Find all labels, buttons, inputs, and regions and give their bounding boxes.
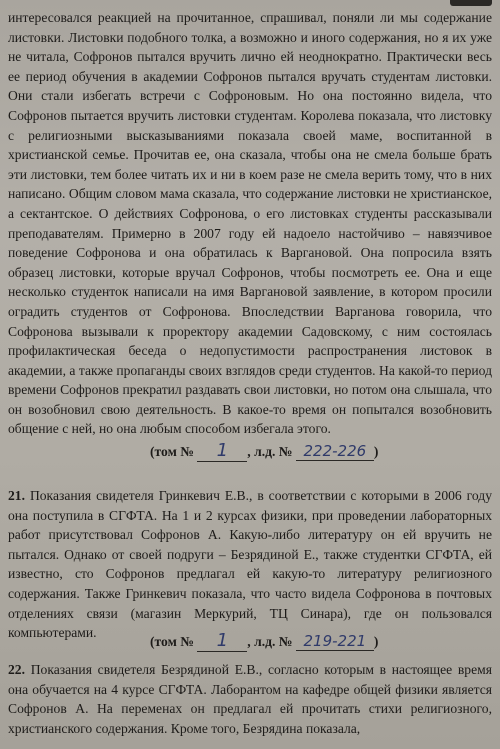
testimony-text: Показания свидетеля Безрядиной Е.В., согласно которым в настоящее время она обучается на 4 курсе СГФТА. Лаборантом на кафедре общей физики является Софронов А. На переменах он предлагал ей прочитать стихи религиозного, христианского содержания. Кроме того, Безрядина показала, — [8, 662, 492, 736]
testimony-21 — [8, 486, 492, 643]
pages-label: , л.д. № — [247, 634, 293, 649]
volume-label: (том № — [150, 444, 194, 459]
handwritten-volume-number: 1 — [197, 440, 247, 462]
handwritten-page-range: 219-221 — [296, 632, 374, 651]
handwritten-volume-number: 1 — [197, 630, 247, 652]
handwritten-page-range: 222-226 — [296, 442, 374, 461]
testimony-22 — [8, 660, 492, 738]
case-reference-2 — [150, 630, 378, 652]
reference-close: ) — [373, 444, 379, 459]
paragraph-continuation: интересовался реакцией на прочитанное, спрашивал, поняли ли мы содержание листовки. Листовки подобного толка, а возможно и иного содержания, но я их уже не читала, Софронов пытался вручить лично ей неоднократно. Практически весь ее период обучения в академии Софронов пытался вручать студентам листовки. Они стали избегать встречи с Софроновым. Но она постоянно видела, что Софронов пытается вручить листовки студентам. Королева показала, что листовку с религиозными высказываниями показала своей маме, воспитанной в христианской семье. Прочитав ее, она сказала, чтобы она не смела больше брать эти листовки, тем более читать их и ни в коем разе не смела верить тому, что в них написано. Общим словом мама сказала, что содержание листовки не христианское, а сектантское. О действиях Софронова, о его листовках студенты рассказывали преподавателям. Примерно в 2007 году ей надоело настойчиво – навязчивое поведение Софронова и она обратилась к Варгановой. Она попросила взять образец листовки, которые вручал Софронов, чтобы посмотреть ее. Она и еще несколько студенток написали на имя Варгановой заявление, в котором просили оградить студентов от Софронова. Впоследствии Варганова говорила, что Софронова вызывали к проректору академии Садовскому, с ним состоялась профилактическая беседа о недопустимости распространения листовок в академии, а также пропаганды своих взглядов среди студентов. На какой-то период времени Софронов прекратил раздавать свои листовки, но потом она слышала, что он возобновил свою деятельность. В какое-то время он попытался возобновить общение с ней, но она любым способом избегала этого. — [8, 10, 492, 437]
corner-binder-mark — [450, 0, 492, 6]
item-number: 22. — [8, 662, 25, 677]
volume-label: (том № — [150, 634, 194, 649]
pages-label: , л.д. № — [247, 444, 293, 459]
reference-close: ) — [373, 634, 379, 649]
case-reference-1 — [150, 440, 378, 462]
testimony-text: Показания свидетеля Гринкевич Е.В., в соответствии с которыми в 2006 году она поступила в СГФТА. На 1 и 2 курсах физики, при проведении лабораторных работ присутствовал Софронов А. Какую-либо литературу он ей вручить не пытался. Однако от своей подруги – Безрядиной Е., также студентки СГФТА, ей известно, сто Софронов предлагал ей какую-то литературу религиозного содержания. Также Гринкевич показала, что часто видела Софронова в почтовых отделениях связи (магазин Меркурий, ТЦ Синара), где он пользовался компьютерами. — [8, 488, 492, 641]
item-number: 21. — [8, 488, 25, 503]
